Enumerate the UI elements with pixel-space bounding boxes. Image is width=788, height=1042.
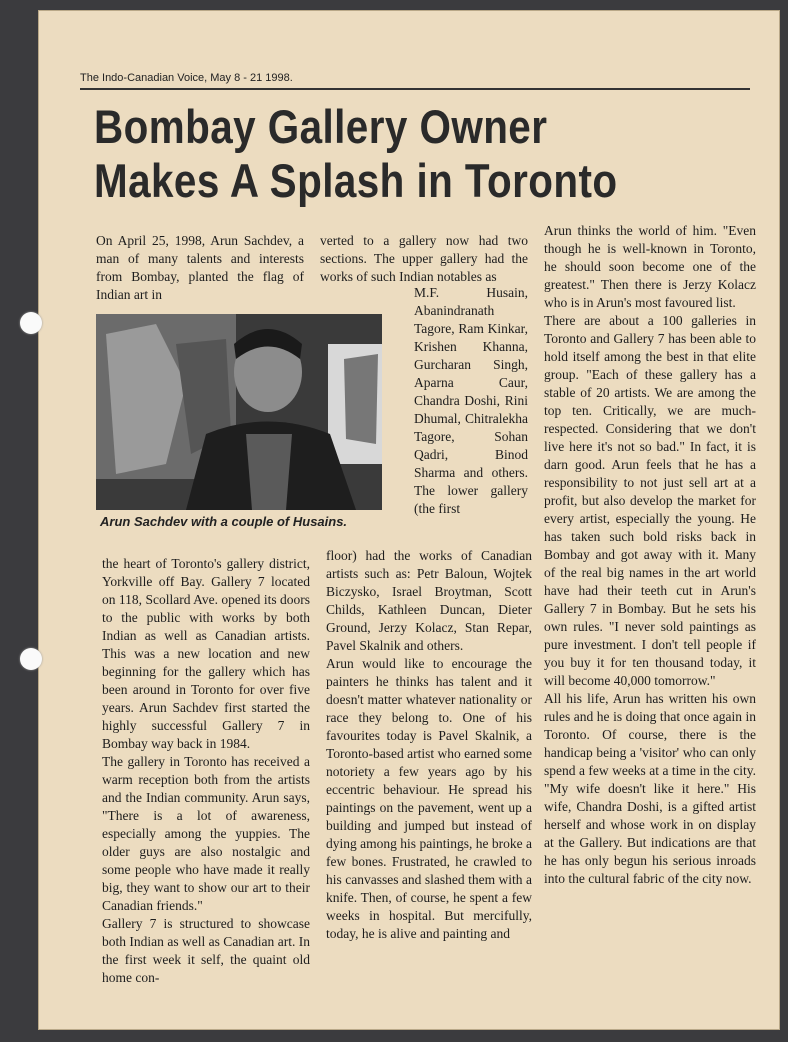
column-3	[544, 222, 756, 888]
paragraph: floor) had the works of Canadian artists such as: Petr Baloun, Wojtek Biczysko, Israel Broytman, Scott Childs, Kathleen Duncan, Dieter Ground, Jerzy Kolacz, Stan Repar, Pavel Skalnik and others.	[326, 548, 532, 653]
photo	[96, 314, 382, 510]
paragraph: Arun thinks the world of him. "Even though he is well-known in Toronto, he should soon become one of the greatest." Then there is Jerzy Kolacz who is in Arun's most favoured list.	[544, 223, 756, 310]
paragraph: Gallery 7 is structured to showcase both Indian as well as Canadian art. In the first week it self, the quaint old home con-	[102, 916, 310, 985]
punch-hole	[20, 312, 42, 334]
headline: Bombay Gallery Owner Makes A Splash in Toronto	[94, 100, 618, 207]
paragraph: Arun would like to encourage the painters he thinks has talent and it doesn't matter whatever nationality or race they belong to. One of his favourites today is Pavel Skalnik, a Toronto-based artist who earned some notoriety a few years ago by his eccentric behaviour. He spread his paintings on the pavement, went up a building and jumped but instead of dying among his paintings, he broke a few bones. Frustrated, he crawled to his canvasses and slashed them with a knife. Then, of course, he spent a few weeks in hospital. But mercifully, today, he is alive and painting and	[326, 656, 532, 941]
photo-caption: Arun Sachdev with a couple of Husains.	[100, 514, 348, 529]
paragraph: The gallery in Toronto has received a warm reception both from the artists and the Indian community. Arun says, "There is a lot of awareness, especially among the yuppies. The older guys are also nostalgic and some people who have made it really big, they want to show our art to their Canadian friends."	[102, 754, 310, 913]
artist-list	[414, 284, 528, 518]
column-2	[326, 547, 532, 943]
paragraph: All his life, Arun has written his own rules and he is doing that once again in Toronto. Of course, there is the handicap being a 'visitor' who can only spend a few weeks at a time in the city. "My wife doesn't like it here." His wife, Chandra Doshi, is a gifted artist herself and whose work in on display at the Gallery. But indications are that he has only begun his serious inroads into the cultural fabric of the city now.	[544, 691, 756, 886]
masthead: The Indo-Canadian Voice, May 8 - 21 1998.	[80, 72, 293, 84]
masthead-rule	[80, 88, 750, 90]
column-1	[102, 555, 310, 987]
photo-image	[96, 314, 382, 510]
paragraph: On April 25, 1998, Arun Sachdev, a man of many talents and interests from Bombay, planted the flag of Indian art in	[96, 233, 304, 302]
punch-hole	[20, 648, 42, 670]
paragraph: M.F. Husain, Abanindranath Tagore, Ram Kinkar, Krishen Khanna, Gurcharan Singh, Aparna Caur, Chandra Doshi, Rini Dhumal, Chitralekha Tagore, Sohan Qadri, Binod Sharma and others. The lower gallery (the first	[414, 285, 528, 516]
paragraph: verted to a gallery now had two sections. The upper gallery had the works of such Indian notables as	[320, 233, 528, 284]
paragraph: There are about a 100 galleries in Toronto and Gallery 7 has been able to hold itself among the best in that elite group. "Each of these gallery has a stable of 20 artists. We are among the top ten. Critically, we are much-respected. Considering that we don't live here it's not so bad." In fact, it is darn good. Arun feels that he has a responsibility to not just sell art at a profit, but also develop the market for every artist, especially the young. He has taken such bold risks back in Bombay and got away with it. Many of the real big names in the art world have had their teeth cut in Arun's Gallery 7 in Bombay. But he sets his own rules. "I never sold paintings as pure investment. I don't tell people if you buy it for ten thousand today, it will become 40,000 tomorrow."	[544, 313, 756, 688]
column-2-top	[320, 232, 528, 286]
paragraph: the heart of Toronto's gallery district, Yorkville off Bay. Gallery 7 located on 118, Scollard Ave. opened its doors to the public with works by both Indian as well as Canadian artists. This was a new location and new beginning for the gallery which has been around in Toronto for over five years. Arun Sachdev first started the highly successful Gallery 7 in Bombay way back in 1984.	[102, 556, 310, 751]
column-1-top	[96, 232, 304, 304]
